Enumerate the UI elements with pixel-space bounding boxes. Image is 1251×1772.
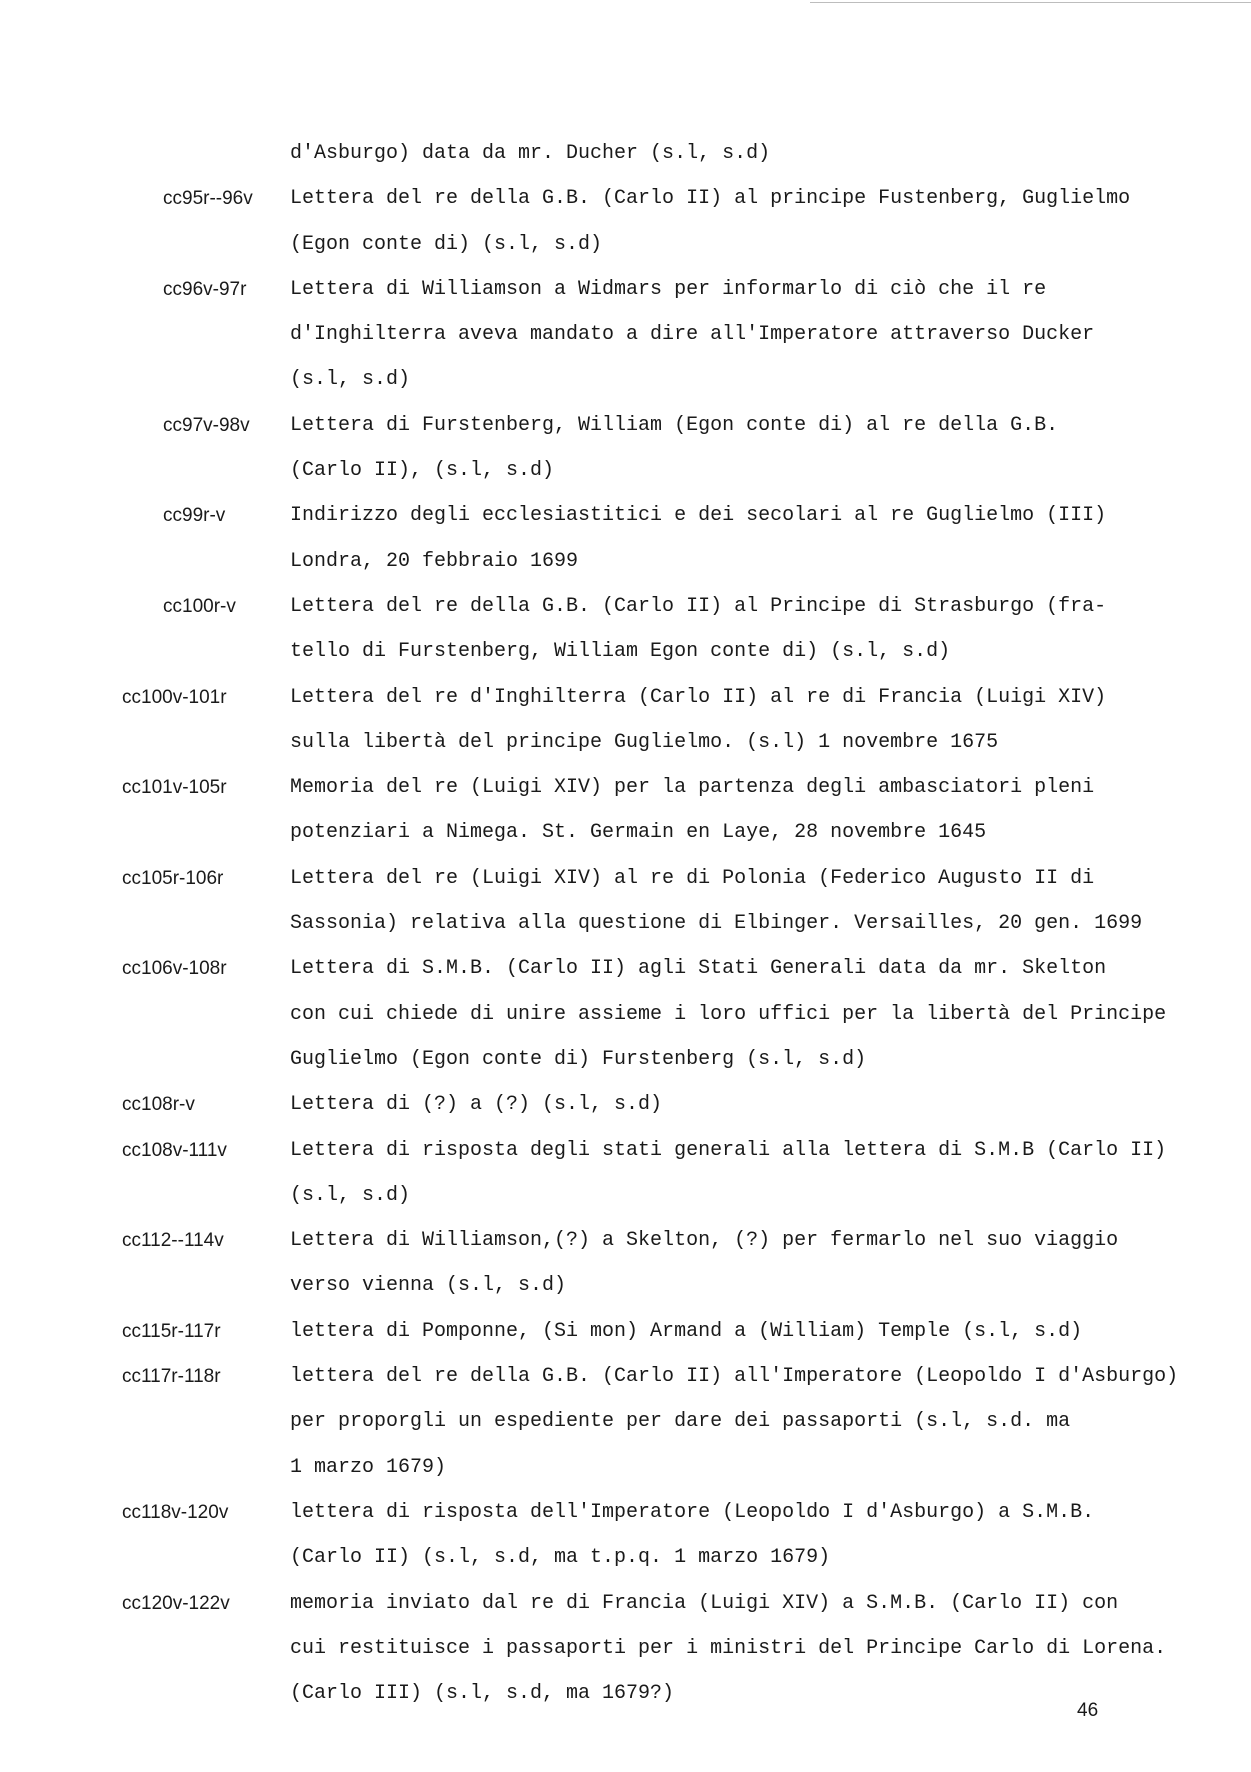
list-item bbox=[0, 176, 1251, 267]
entry-list bbox=[0, 131, 1251, 1716]
entry-text: Lettera di Williamson a Widmars per informarlo di ciò che il re d'Inghilterra aveva mandato a dire all'Imperatore attraverso Ducker (s.l, s.d) bbox=[290, 277, 1095, 392]
entry-ref: cc117r-118r bbox=[122, 1366, 221, 1388]
list-item bbox=[0, 1218, 1251, 1309]
list-item bbox=[0, 493, 1251, 584]
entry-text: Lettera del re della G.B. (Carlo II) al principe Fustenberg, Guglielmo (Egon conte di) (s.l, s.d) bbox=[290, 187, 1131, 256]
list-item bbox=[0, 1354, 1251, 1490]
list-item bbox=[0, 675, 1251, 766]
list-item bbox=[0, 765, 1251, 856]
entry-ref: cc97v-98v bbox=[163, 414, 250, 436]
entry-ref: cc99r-v bbox=[163, 505, 226, 527]
entry-ref: cc120v-122v bbox=[122, 1592, 230, 1614]
list-item bbox=[0, 1309, 1251, 1354]
list-item bbox=[0, 946, 1251, 1082]
entry-ref: cc101v-105r bbox=[122, 777, 227, 799]
entry-text: Indirizzo degli ecclesiastitici e dei secolari al re Guglielmo (III) Londra, 20 febbraio 1699 bbox=[290, 504, 1107, 573]
list-item bbox=[0, 267, 1251, 403]
entry-text: lettera del re della G.B. (Carlo II) all'Imperatore (Leopoldo I d'Asburgo) per proporgli un espediente per dare dei passaporti (s.l, s.d. ma 1 marzo 1679) bbox=[290, 1365, 1179, 1479]
entry-text: memoria inviato dal re di Francia (Luigi XIV) a S.M.B. (Carlo II) con cui restituisce i passaporti per i ministri del Principe Carlo di Lorena. (Carlo III) (s.l, s.d, ma 1679?) bbox=[290, 1591, 1167, 1706]
entry-text: lettera di risposta dell'Imperatore (Leopoldo I d'Asburgo) a S.M.B. (Carlo II) (s.l, s.d, ma t.p.q. 1 marzo 1679) bbox=[290, 1500, 1095, 1570]
list-item bbox=[0, 584, 1251, 675]
entry-ref: cc95r--96v bbox=[163, 188, 253, 210]
entry-text: Lettera di risposta degli stati generali alla lettera di S.M.B (Carlo II) (s.l, s.d) bbox=[290, 1138, 1167, 1207]
entry-ref: cc106v-108r bbox=[122, 958, 227, 980]
entry-ref: cc115r-117r bbox=[122, 1320, 221, 1342]
entry-ref: cc100r-v bbox=[163, 595, 236, 617]
page-number: 46 bbox=[1077, 1700, 1099, 1721]
entry-text: Lettera del re (Luigi XIV) al re di Polonia (Federico Augusto II di Sassonia) relativa alla questione di Elbinger. Versailles, 20 gen. 1699 bbox=[290, 866, 1143, 936]
entry-ref: cc105r-106r bbox=[122, 867, 224, 889]
entry-text: Memoria del re (Luigi XIV) per la partenza degli ambasciatori pleni potenziari a Nimega. St. Germain en Laye, 28 novembre 1645 bbox=[290, 776, 1095, 845]
entry-text: Lettera di S.M.B. (Carlo II) agli Stati Generali data da mr. Skelton con cui chiede di unire assieme i loro uffici per la libertà del Principe Guglielmo (Egon conte di) Furstenberg (s.l, s.d) bbox=[290, 957, 1167, 1071]
entry-ref: cc108r-v bbox=[122, 1094, 195, 1116]
continuation-entry bbox=[0, 131, 1251, 176]
entry-text: Lettera del re d'Inghilterra (Carlo II) al re di Francia (Luigi XIV) sulla libertà del principe Guglielmo. (s.l) 1 novembre 1675 bbox=[290, 685, 1107, 754]
entry-ref: cc100v-101r bbox=[122, 686, 227, 708]
entry-text: Lettera del re della G.B. (Carlo II) al Principe di Strasburgo (fra- tello di Furstenberg, William Egon conte di) (s.l, s.d) bbox=[290, 594, 1107, 664]
top-rule bbox=[810, 2, 1251, 3]
list-item bbox=[0, 1082, 1251, 1127]
list-item bbox=[0, 1128, 1251, 1219]
list-item bbox=[0, 403, 1251, 494]
entry-ref: cc112--114v bbox=[122, 1230, 224, 1252]
list-item bbox=[0, 856, 1251, 947]
entry-ref: cc108v-111v bbox=[122, 1139, 227, 1161]
entry-text: Lettera di Williamson,(?) a Skelton, (?) per fermarlo nel suo viaggio verso vienna (s.l, s.d) bbox=[290, 1229, 1119, 1298]
entry-text: Lettera di Furstenberg, William (Egon conte di) al re della G.B. (Carlo II), (s.l, s.d) bbox=[290, 413, 1059, 483]
entry-text: lettera di Pomponne, (Si mon) Armand a (William) Temple (s.l, s.d) bbox=[290, 1319, 1083, 1343]
entry-text: Lettera di (?) a (?) (s.l, s.d) bbox=[290, 1093, 663, 1117]
list-item bbox=[0, 1581, 1251, 1717]
list-item bbox=[0, 1490, 1251, 1581]
entry-ref: cc96v-97r bbox=[163, 278, 247, 300]
entry-ref: cc118v-120v bbox=[122, 1501, 229, 1523]
entry-text: d'Asburgo) data da mr. Ducher (s.l, s.d) bbox=[290, 142, 771, 165]
